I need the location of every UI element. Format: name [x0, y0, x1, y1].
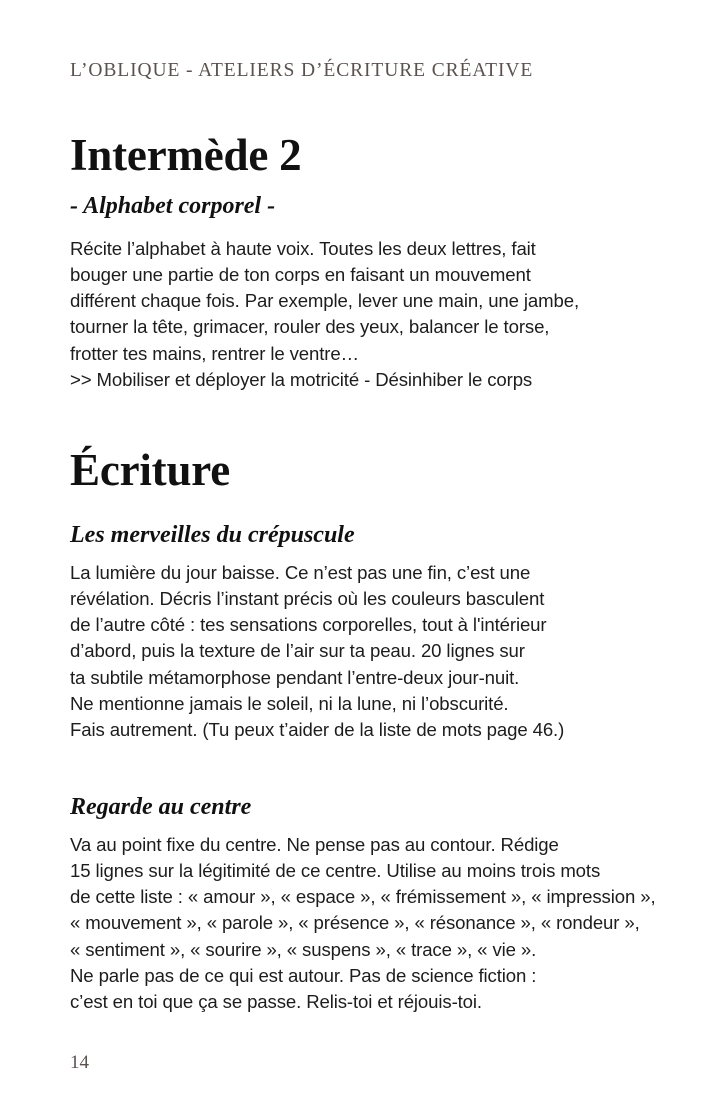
exercise-les-merveilles-du-crepuscule	[70, 521, 670, 743]
text-line: Va au point fixe du centre. Ne pense pas au contour. Rédige	[70, 833, 559, 855]
text-line: Ne parle pas de ce qui est autour. Pas de science fiction :	[70, 964, 537, 986]
exercise-body	[70, 560, 670, 743]
text-line: tourner la tête, grimacer, rouler des yeux, balancer le torse,	[70, 316, 550, 338]
exercise-body	[70, 832, 670, 1015]
intermede-section	[70, 130, 670, 393]
text-line: révélation. Décris l’instant précis où les couleurs basculent	[70, 588, 545, 609]
text-line: de l’autre côté : tes sensations corporelles, tout à l'intérieur	[70, 614, 547, 636]
text-line: d’abord, puis la texture de l’air sur ta peau. 20 lignes sur	[70, 640, 525, 662]
intermede-title: Intermède 2	[70, 130, 302, 180]
text-line: Récite l’alphabet à haute voix. Toutes les deux lettres, fait	[70, 237, 536, 259]
intermede-body	[70, 236, 670, 393]
text-line: de cette liste : « amour », « espace », « frémissement », « impression »,	[70, 886, 656, 908]
text-line: bouger une partie de ton corps en faisant un mouvement	[70, 264, 531, 285]
ecriture-title: Écriture	[70, 445, 231, 495]
page-number: 14	[70, 1052, 89, 1073]
text-line: c’est en toi que ça se passe. Relis-toi et réjouis-toi.	[70, 991, 482, 1013]
running-head: L’OBLIQUE - ATELIERS D’ÉCRITURE CRÉATIVE	[70, 60, 534, 81]
exercise-regarde-au-centre	[70, 793, 670, 1015]
text-line: « mouvement », « parole », « présence », « résonance », « rondeur »,	[70, 912, 640, 934]
text-line: frotter tes mains, rentrer le ventre…	[70, 342, 360, 364]
text-line: 15 lignes sur la légitimité de ce centre. Utilise au moins trois mots	[70, 860, 601, 881]
text-line: ta subtile métamorphose pendant l’entre-deux jour-nuit.	[70, 666, 520, 688]
text-line: différent chaque fois. Par exemple, lever une main, une jambe,	[70, 290, 580, 312]
text-line: « sentiment », « sourire », « suspens », « trace », « vie ».	[70, 938, 537, 960]
exercise-title: Regarde au centre	[70, 794, 252, 820]
intermede-subtitle: - Alphabet corporel -	[70, 193, 276, 219]
exercise-title: Les merveilles du crépuscule	[70, 522, 355, 548]
text-line: La lumière du jour baisse. Ce n’est pas une fin, c’est une	[70, 561, 531, 583]
text-line: Ne mentionne jamais le soleil, ni la lune, ni l’obscurité.	[70, 692, 509, 714]
ecriture-section-heading	[70, 445, 670, 495]
text-line: >> Mobiliser et déployer la motricité - Désinhiber le corps	[70, 368, 533, 390]
text-line: Fais autrement. (Tu peux t’aider de la liste de mots page 46.)	[70, 719, 565, 741]
